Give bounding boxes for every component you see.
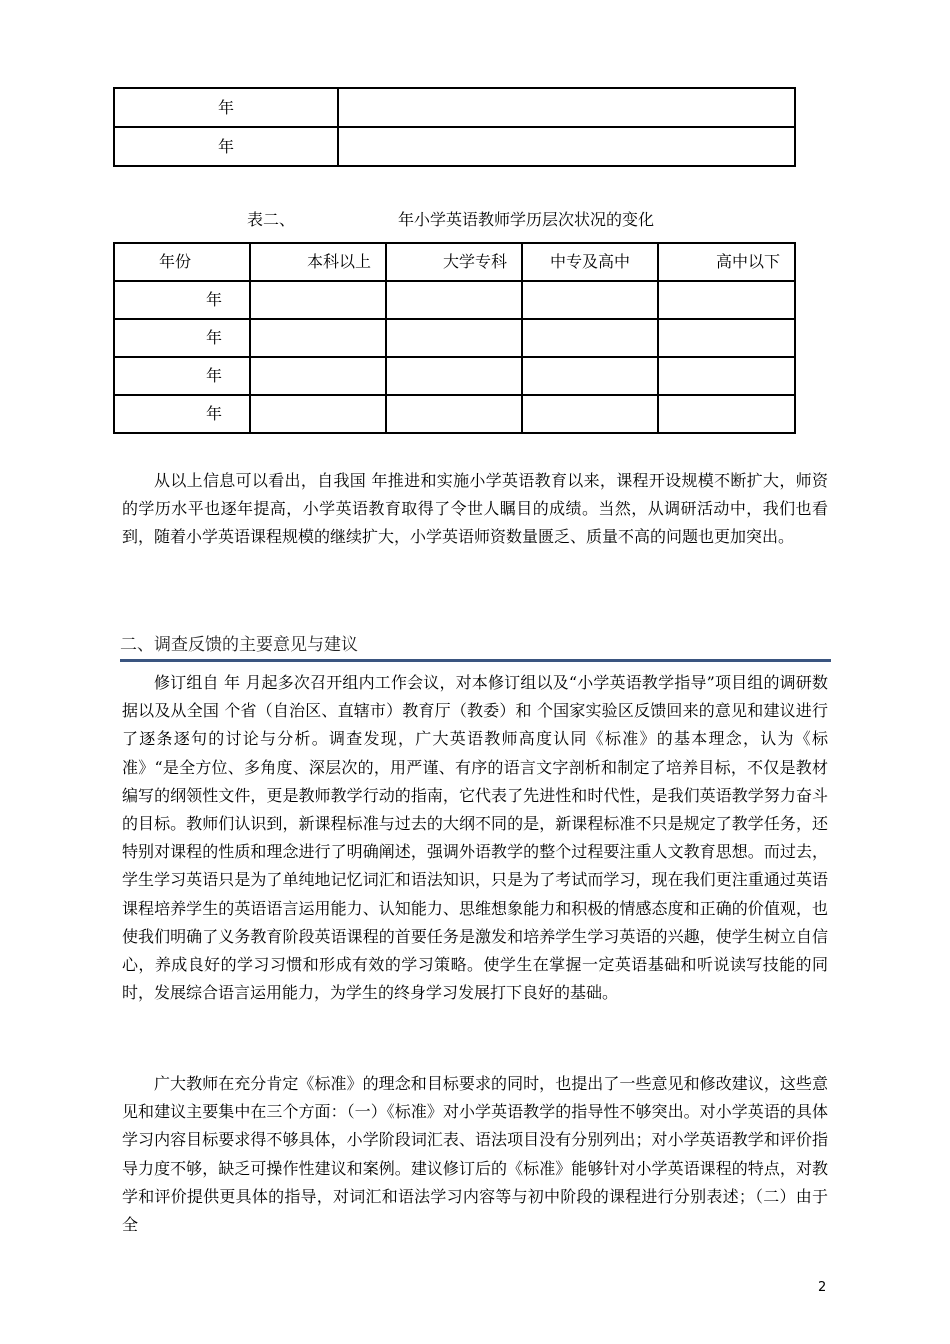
table-cell [250,357,386,395]
table-cell [522,395,658,433]
table-2 [113,242,796,434]
table-row [114,395,795,433]
table-row [114,281,795,319]
table-cell [386,357,522,395]
table-header-row [114,243,795,281]
table-cell [386,395,522,433]
table-row [114,319,795,357]
table-1-value-cell [338,127,795,166]
table-cell [386,281,522,319]
table-cell [658,395,795,433]
table-header-college: 大学专科 [386,243,522,281]
table-2-caption-text: 年小学英语教师学历层次状况的变化 [398,210,655,229]
table-row [114,357,795,395]
table-cell [658,357,795,395]
paragraph-survey-findings: 修订组自 年 月起多次召开组内工作会议，对本修订组以及“小学英语教学指导”项目组的调研数据以及从全国 个省（自治区、直辖市）教育厅（教委）和 个国家实验区反馈回来的意见和建议进行了逐条逐句的讨论与分析。调查发现，广大英语教师高度认同《标准》的基本理念，认为《标准》“是全方位、多角度、深层次的，用严谨、有序的语言文字剖析和制定了培养目标，不仅是教材编写的纲领性文件，更是教师教学行动的指南，它代表了先进性和时代性，是我们英语教学努力奋斗的目标。教师们认识到，新课程标准与过去的大纲不同的是，新课程标准不只是规定了教学任务，还特别对课程的性质和理念进行了明确阐述，强调外语教学的整个过程要注重人文教育思想。而过去，学生学习英语只是为了单纯地记忆词汇和语法知识，只是为了考试而学习，现在我们更注重通过英语课程培养学生的英语语言运用能力、认知能力、思维想象能力和积极的情感态度和正确的价值观，也使我们明确了义务教育阶段英语课程的首要任务是激发和培养学生学习英语的兴趣，使学生树立自信心，养成良好的学习习惯和形成有效的学习策略。使学生在掌握一定英语基础和听说读写技能的同时，发展综合语言运用能力，为学生的终身学习发展打下良好的基础。 [122,673,828,1003]
table-cell [250,395,386,433]
table-cell [658,319,795,357]
paragraph-suggestions: 广大教师在充分肯定《标准》的理念和目标要求的同时，也提出了一些意见和修改建议，这些意见和建议主要集中在三个方面：（一）《标准》对小学英语教学的指导性不够突出。对小学英语的具体学习内容目标要求得不够具体，小学阶段词汇表、语法项目没有分别列出；对小学英语教学和评价指导力度不够，缺乏可操作性建议和案例。建议修订后的《标准》能够针对小学英语课程的特点，对教学和评价提供更具体的指导，对词汇和语法学习内容等与初中阶段的课程进行分别表述；（二）由于全 [122,1074,828,1235]
table-row-year: 年 [114,319,250,357]
table-2-caption-prefix: 表二、 [247,210,296,229]
table-header-bachelor-above: 本科以上 [250,243,386,281]
table-cell [522,319,658,357]
table-row [114,127,795,166]
table-1 [113,87,796,167]
table-row-year: 年 [114,357,250,395]
table-row-year: 年 [114,395,250,433]
table-header-secondary-highschool: 中专及高中 [522,243,658,281]
table-row [114,88,795,127]
table-cell [522,281,658,319]
section-divider [120,659,831,662]
page-number: 2 [818,1280,827,1295]
table-cell [658,281,795,319]
table-row-year: 年 [114,281,250,319]
table-cell [250,281,386,319]
table-cell [386,319,522,357]
table-cell [522,357,658,395]
table-1-value-cell [338,88,795,127]
table-1-year-cell: 年 [114,127,338,166]
section-heading: 二、调查反馈的主要意见与建议 [120,635,358,655]
table-header-below-highschool: 高中以下 [658,243,795,281]
table-cell [250,319,386,357]
table-1-year-cell: 年 [114,88,338,127]
paragraph-summary: 从以上信息可以看出，自我国 年推进和实施小学英语教育以来，课程开设规模不断扩大，师资的学历水平也逐年提高，小学英语教育取得了令世人瞩目的成绩。当然，从调研活动中，我们也看到，随着小学英语课程规模的继续扩大，小学英语师资数量匮乏、质量不高的问题也更加突出。 [122,471,828,547]
table-header-year: 年份 [114,243,250,281]
